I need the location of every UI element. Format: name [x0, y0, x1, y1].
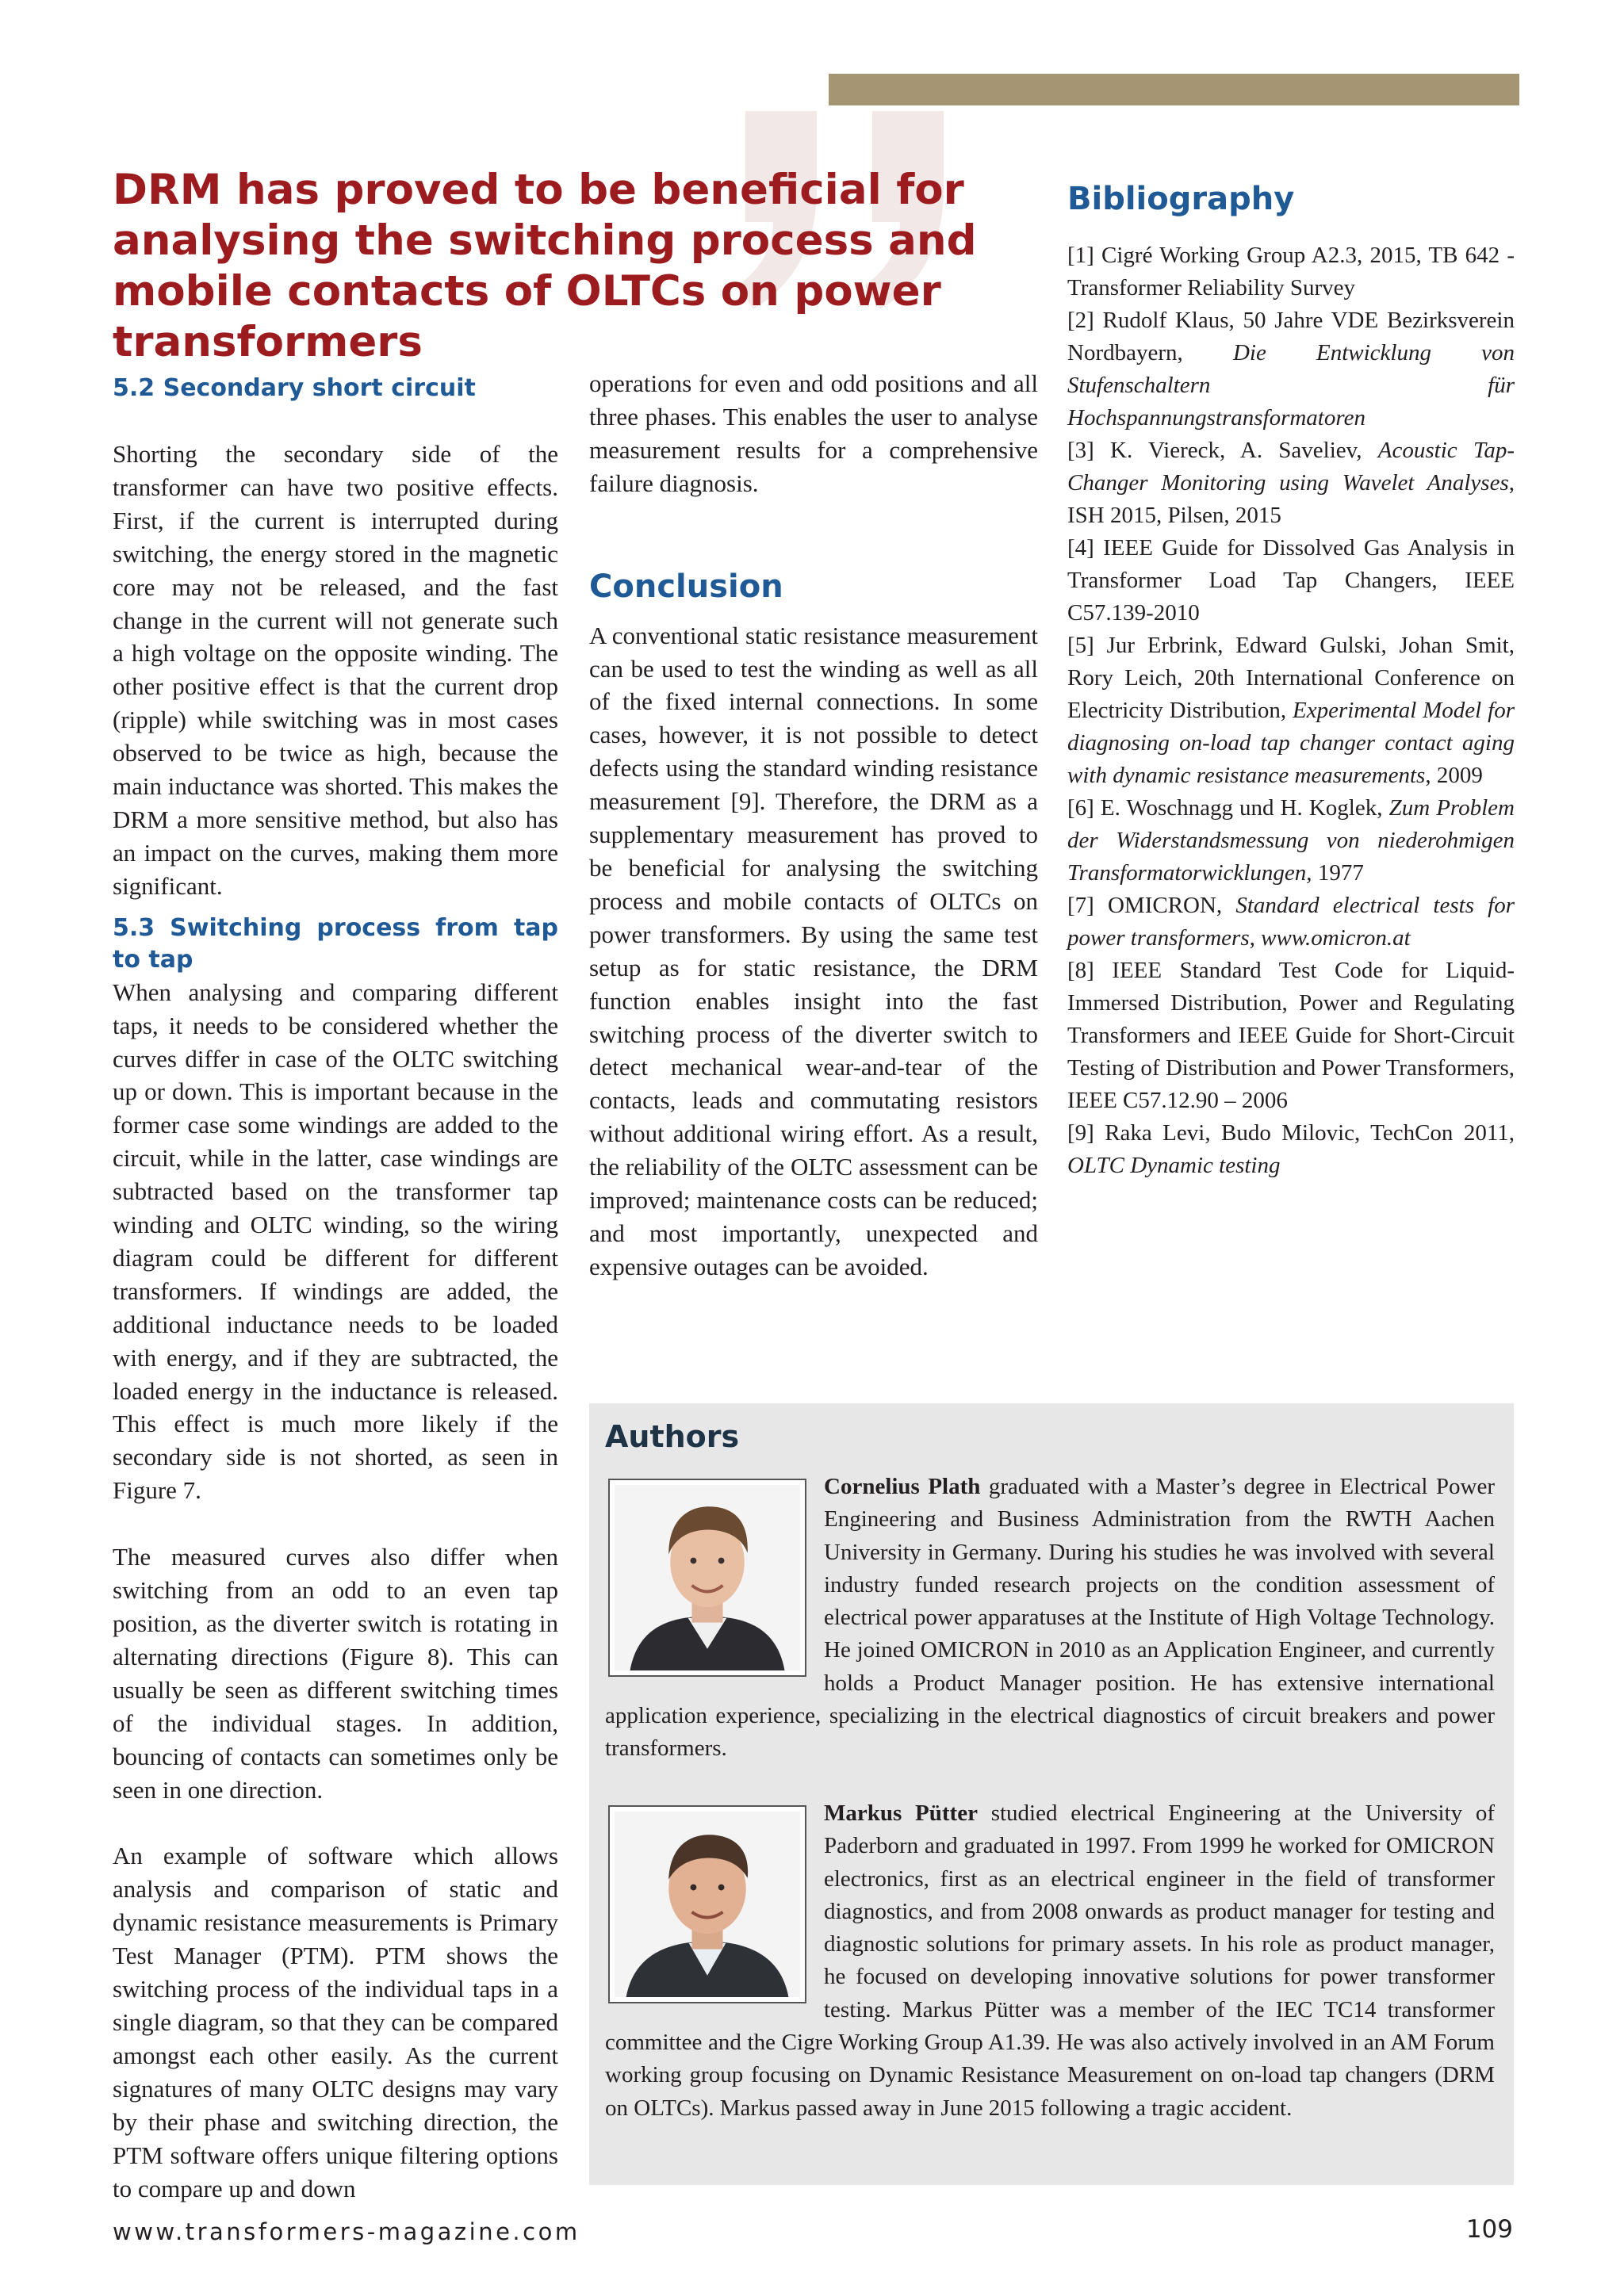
heading-switching-process: 5.3 Switching process from tap to tap: [113, 913, 558, 974]
footer-url[interactable]: www.transformers-magazine.com: [113, 2218, 580, 2245]
paragraph: An example of software which allows analysis and comparison of static and dynamic resistance measurements is Primary Test Manager (PTM). PTM shows the switching process of the individual taps in a single diagram, so that they can be compared amongst each other easily. As the current signatures of many OLTC designs may vary by their phase and switching direction, the PTM software offers unique filtering options to compare up and down: [113, 1842, 558, 2202]
author-name: Cornelius Plath: [824, 1474, 981, 1499]
author-bio: [605, 1797, 1495, 2125]
author-description: studied electrical Engineering at the University of Paderborn and graduated in 1997. From 1999 he worked for OMICRON electronics, first as an electrical engineer in the field of transformer diagnostics, and from 2008 onwards as product manager for testing and diagnostic solutions for primary assets. In his role as product manager, he focused on developing innovative solutions for power transformer testing. Markus Pütter was a member of the IEC TC14 transformer committee and the Cigre Working Group A1.39. He was also actively involved in an AM Forum working group focusing on Dynamic Resistance Measurement on on-load tap changers (DRM on OLTCs). Markus passed away in June 2015 following a tragic accident.: [605, 1800, 1495, 2121]
heading-authors: Authors: [605, 1419, 740, 1454]
author-name: Markus Pütter: [824, 1800, 978, 1826]
pull-quote: DRM has proved to be beneficial for analysing the switching process and mobile contacts of OLTCs on power transformers: [113, 166, 977, 366]
paragraph: A conventional static resistance measurement can be used to test the winding as well as all of the fixed internal connections. In some cases, however, it is not possible to detect defects using the standard winding resistance measurement [9]. Therefore, the DRM as a supplementary measurement has proved to be beneficial for analysing the switching process and mobile contacts of OLTCs on power transformers. By using the same test setup as for static resistance, the DRM function enables insight into the fast switching process of the diverter switch to detect mechanical wear-and-tear of the contacts, leads and commutating resistors without additional wiring effort. As a result, the reliability of the OLTC assessment can be improved; maintenance costs can be reduced; and most importantly, unexpected and expensive outages can be avoided.: [589, 621, 1038, 1280]
bibliography-item: [9] Raka Levi, Budo Milovic, TechCon 2011, OLTC Dynamic testing: [1067, 1120, 1515, 1178]
author-photo: [608, 1479, 806, 1677]
paragraph: operations for even and odd positions and all three phases. This enables the user to analyse measurement results for a comprehensive failure diagnosis.: [589, 369, 1038, 497]
bibliography-item: [5] Jur Erbrink, Edward Gulski, Johan Smit, Rory Leich, 20th International Conference on Electricity Distribution, Experimental Model for diagnosing on-load tap changer contact aging with dynamic resistance measurements, 2009: [1067, 633, 1515, 788]
portrait-icon: [615, 1485, 800, 1670]
portrait-icon: [615, 1812, 800, 1997]
heading-conclusion: Conclusion: [589, 568, 783, 605]
left-column: [113, 373, 558, 2205]
bibliography-item: [8] IEEE Standard Test Code for Liquid-Immersed Distribution, Power and Regulating Transformers and IEEE Guide for Short-Circuit Testing of Distribution and Power Transformers, IEEE C57.12.90 – 2006: [1067, 958, 1515, 1113]
paragraph: The measured curves also differ when switching from an odd to an even tap position, as the diverter switch is rotating in alternating directions (Figure 8). This can usually be seen as different switching times of the individual stages. In addition, bouncing of contacts can sometimes only be seen in one direction.: [113, 1543, 558, 1804]
bibliography-item: [4] IEEE Guide for Dissolved Gas Analysis in Transformer Load Tap Changers, IEEE C57.139-2010: [1067, 535, 1515, 626]
author-photo: [608, 1805, 806, 2003]
heading-secondary-short-circuit: 5.2 Secondary short circuit: [113, 374, 476, 402]
bibliography: [1067, 179, 1515, 1182]
bibliography-item: [3] K. Viereck, A. Saveliev, Acoustic Tap-Changer Monitoring using Wavelet Analyses, ISH 2015, Pilsen, 2015: [1067, 438, 1515, 528]
bibliography-item: [6] E. Woschnagg und H. Koglek, Zum Problem der Widerstandsmessung von niederohmigen Transformatorwicklungen, 1977: [1067, 795, 1515, 886]
heading-bibliography: Bibliography: [1067, 181, 1295, 217]
bibliography-item: [2] Rudolf Klaus, 50 Jahre VDE Bezirksverein Nordbayern, Die Entwicklung von Stufenschaltern für Hochspannungstransformatoren: [1067, 308, 1515, 430]
author-bio: [605, 1471, 1495, 1766]
author-description: graduated with a Master’s degree in Electrical Power Engineering and Business Administration from the RWTH Aachen University in Germany. During his studies he was involved with several industry funded research projects on the condition assessment of electrical power apparatuses at the Institute of High Voltage Technology. He joined OMICRON in 2010 as an Application Engineer, and currently holds a Product Manager position. He has extensive international application experience, specializing in the electrical diagnostics of circuit breakers and power transformers.: [605, 1474, 1495, 1762]
bibliography-item: [7] OMICRON, Standard electrical tests for power transformers, www.omicron.at: [1067, 893, 1515, 951]
page-number: 109: [1465, 2215, 1513, 2244]
paragraph: Shorting the secondary side of the transformer can have two positive effects. First, if the current is interrupted during switching, the energy stored in the magnetic core may not be released, and the fast change in the current will not generate such a high voltage on the opposite winding. The other positive effect is that the current drop (ripple) while switching was in most cases observed to be twice as high, because the main inductance was shorted. This makes the DRM a more sensitive method, but also has an impact on the curves, making them more significant.: [113, 440, 558, 900]
paragraph: When analysing and comparing different taps, it needs to be considered whether the curves differ in case of the OLTC switching up or down. This is important because in the former case some windings are added to the circuit, while in the latter, case windings are subtracted based on the transformer tap winding and OLTC winding, so the wiring diagram could be different for different transformers. If windings are added, the additional inductance needs to be loaded with energy, and if they are subtracted, the loaded energy in the inductance is released. This effect is much more likely if the secondary side is not shorted, as seen in Figure 7.: [113, 978, 558, 1505]
authors-box: [589, 1403, 1514, 2185]
bibliography-item: [1] Cigré Working Group A2.3, 2015, TB 642 - Transformer Reliability Survey: [1067, 243, 1515, 300]
middle-column: [589, 367, 1038, 1284]
